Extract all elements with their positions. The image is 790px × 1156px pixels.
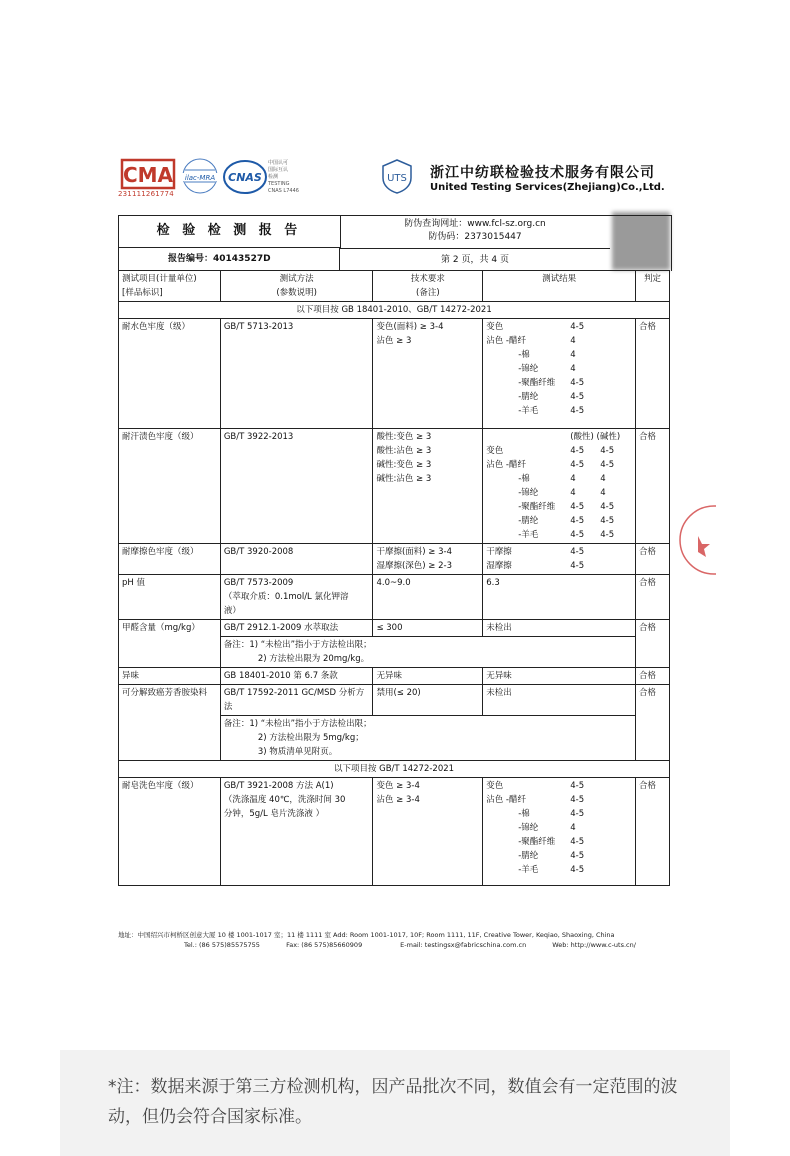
svg-text:ilac-MRA: ilac-MRA	[184, 174, 216, 182]
svg-text:UTS: UTS	[387, 173, 407, 184]
cnas-logo	[222, 158, 268, 196]
notes-row: 备注：1) “未检出”指小于方法检出限； 2) 方法检出限为 5mg/kg； 3) 物质清单见附页。	[119, 716, 670, 761]
table-header-row: 测试项目(计量单位) [样品标识] 测试方法 (参数说明) 技术要求 (备注) 测试结果 判定	[119, 271, 670, 302]
report-title: 检 验 检 测 报 告	[118, 215, 341, 248]
footer-contacts: Tel.: (86 575)85575755 Fax: (86 575)85660909 E-mail: testingsx@fabricschina.com.cn Web: http://www.c-uts.cn/	[184, 941, 636, 949]
footer-address: 地址：中国绍兴市柯桥区创意大厦 10 楼 1001-1017 室；11 楼 1111 室 Add: Room 1001-1017, 10F; Room 1111, 11F, Creative Tower, Keqiao, Shaoxing, China	[118, 931, 615, 939]
table-row: 可分解致癌芳香胺染料 GB/T 17592-2011 GC/MSD 分析方法 禁用(≤ 20) 未检出 合格	[119, 685, 670, 716]
table-row: pH 值 GB/T 7573-2009 （萃取介质：0.1mol/L 氯化钾溶 液） 4.0~9.0 6.3 合格	[119, 575, 670, 620]
svg-text:CMA: CMA	[122, 163, 174, 187]
company-name-cn: 浙江中纺联检验技术服务有限公司	[430, 165, 655, 181]
table-row: 耐皂洗色牢度（级） GB/T 3921-2008 方法 A(1) （洗涤温度 40℃，洗涤时间 30 分钟，5g/L 皂片洗涤液 ） 变色 ≥ 3-4 沾色 ≥ 3-4 变色 4-5 沾色 -醋纤 4-5 -棉 4-5 -锦纶 4 -聚酯纤维 4-5 -腈纶 4-5 -羊毛 4-5 合格	[119, 778, 670, 886]
table-row: 甲醛含量（mg/kg） GB/T 2912.1-2009 水萃取法 ≤ 300 未检出 合格	[119, 620, 670, 637]
red-stamp	[676, 500, 716, 580]
section-heading: 以下项目按 GB/T 14272-2021	[119, 761, 670, 778]
anti-fake-info: 防伪查询网址：www.fcl-sz.org.cn 防伪码：2373015447	[404, 219, 546, 242]
notes-row: 备注：1) “未检出”指小于方法检出限； 2) 方法检出限为 20mg/kg。	[119, 637, 670, 668]
svg-text:CNAS: CNAS	[228, 171, 262, 184]
company-name-en: United Testing Services(Zhejiang)Co.,Ltd.	[430, 182, 665, 193]
disclaimer-text: *注：数据来源于第三方检测机构，因产品批次不同，数值会有一定范围的波动，但仍会符合国家标准。	[108, 1077, 678, 1127]
report-number: 报告编号：40143527D	[118, 248, 340, 270]
cnas-caption: 中国认可 国际互认 检测 TESTING CNAS L7446	[268, 160, 299, 194]
cma-number: 231111261774	[118, 190, 174, 198]
table-row: 耐摩擦色牢度（级） GB/T 3920-2008 干摩擦(面料) ≥ 3-4 湿摩擦(深色) ≥ 2-3 干摩擦 4-5 湿摩擦 4-5 合格	[119, 544, 670, 575]
page-indicator: 第 2 页，共 4 页	[340, 248, 610, 271]
uts-logo	[380, 158, 414, 194]
ilac-mra-logo	[180, 156, 220, 196]
test-results-table	[118, 270, 670, 886]
table-row: 耐水色牢度（级） GB/T 5713-2013 变色(面料) ≥ 3-4 沾色 ≥ 3 变色 4-5 沾色 -醋纤 4 -棉 4 -锦纶 4 -聚酯纤维 4-5 -腈纶 4-5 -羊毛 4-5 合格	[119, 319, 670, 429]
table-row: 耐汗渍色牢度（级） GB/T 3922-2013 酸性:变色 ≥ 3 酸性:沾色 ≥ 3 碱性:变色 ≥ 3 碱性:沾色 ≥ 3 (酸性) (碱性) 变色 4-5 4-5 沾色 -醋纤 4-5 4-5 -棉 4 4 -锦纶 4 4 -聚酯纤维 4-5 4-5 -腈纶 4-5 4-5 -羊毛 4-5 4-5 合格	[119, 429, 670, 544]
table-row: 异味 GB 18401-2010 第 6.7 条款 无异味 无异味 合格	[119, 668, 670, 685]
section-heading: 以下项目按 GB 18401-2010、GB/T 14272-2021	[119, 302, 670, 319]
